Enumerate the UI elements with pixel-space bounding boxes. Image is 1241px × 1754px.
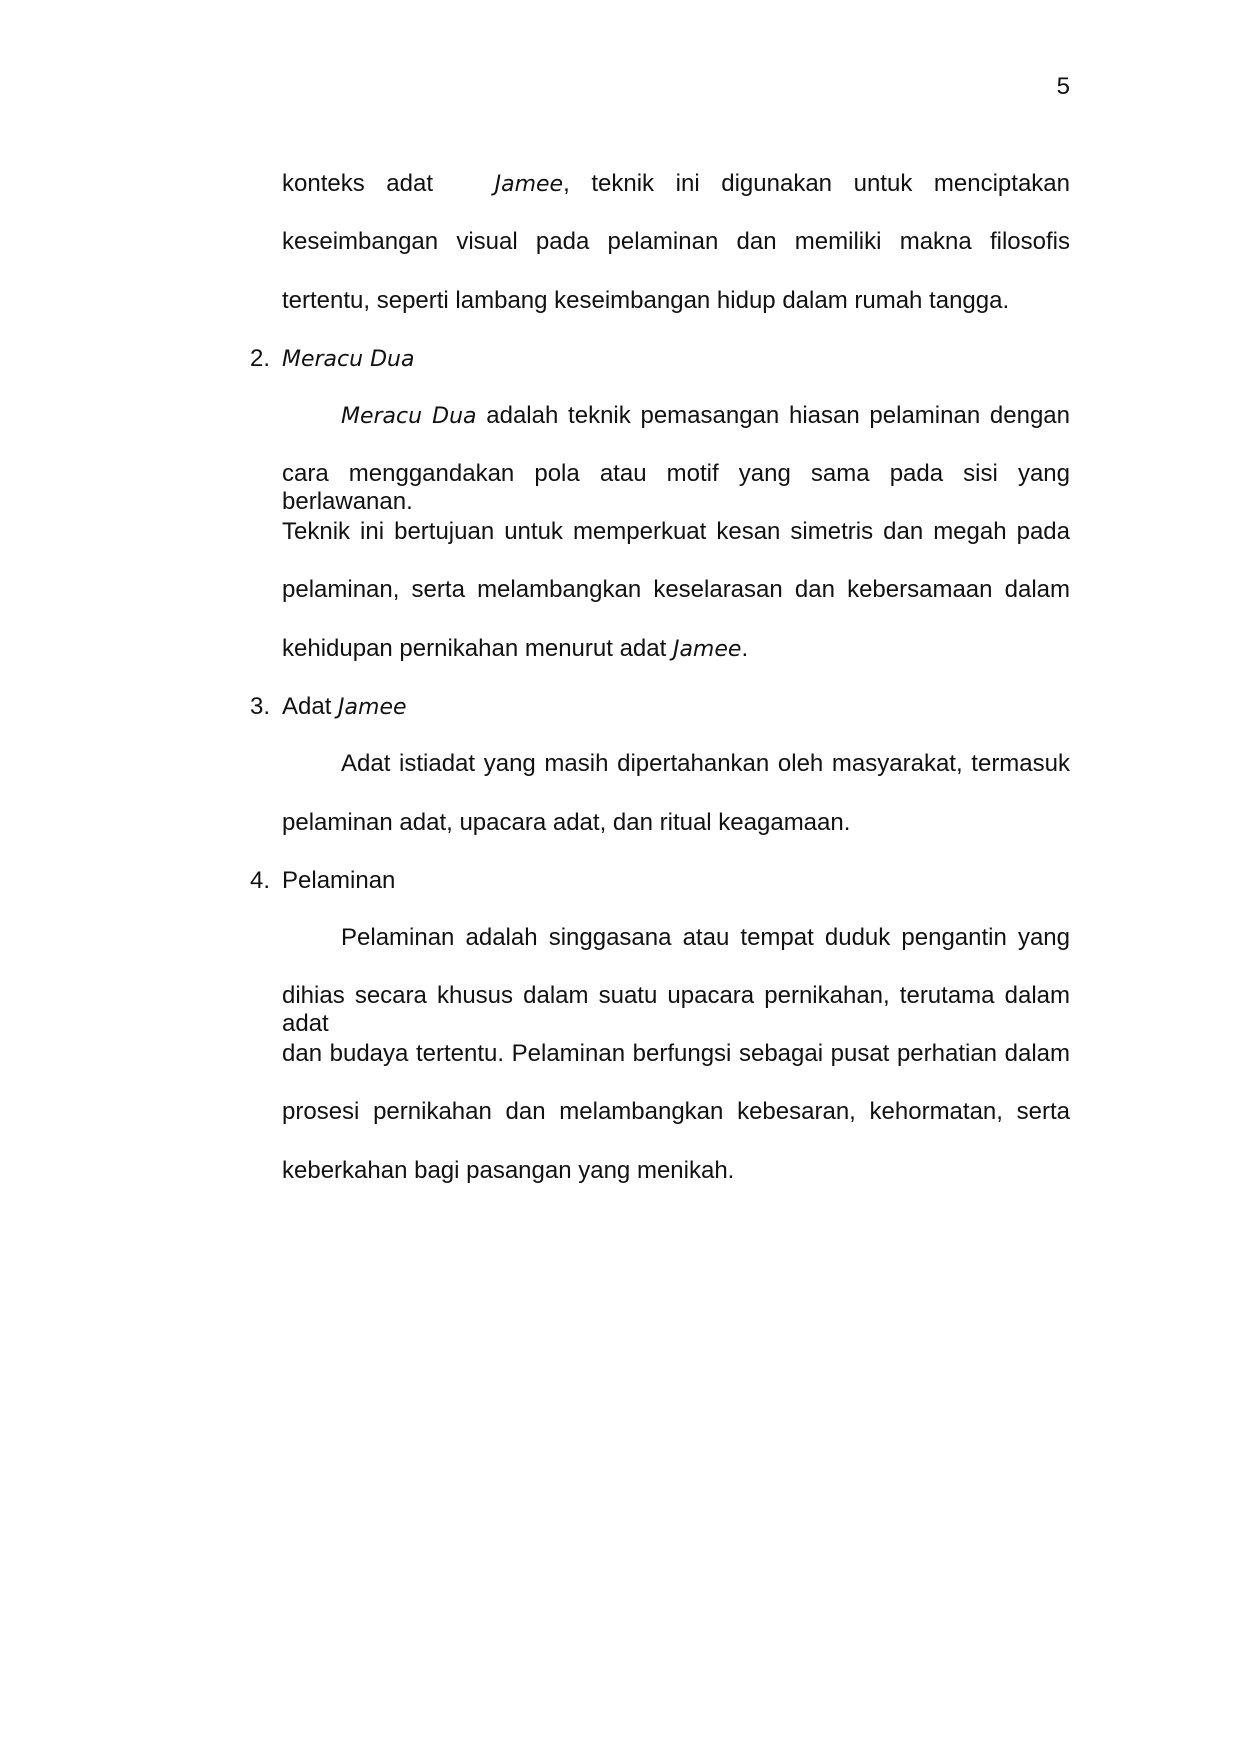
document-body <box>250 170 1070 1214</box>
text-run: kehidupan pernikahan menurut adat <box>282 635 673 662</box>
page-number: 5 <box>1056 73 1070 100</box>
paragraph-line: dihias secara khusus dalam suatu upacara pernikahan, terutama dalam adat <box>282 982 1070 1037</box>
text-run: , teknik ini digunakan untuk menciptakan <box>563 170 1070 197</box>
list-number: 2. <box>250 345 271 372</box>
term-jamee: Jamee <box>672 637 742 662</box>
paragraph-line: Pelaminan adalah singgasana atau tempat duduk pengantin yang <box>341 924 1070 951</box>
term-jamee: Jamee <box>494 172 564 197</box>
list-title-term: Jamee <box>338 695 407 720</box>
text-run: adalah teknik pemasangan hiasan pelaminan dengan <box>476 402 1070 429</box>
paragraph-line <box>282 402 1070 432</box>
text-run: konteks adat <box>282 170 434 197</box>
paragraph-line: Adat istiadat yang masih dipertahankan oleh masyarakat, termasuk <box>341 750 1070 777</box>
paragraph-line: dan budaya tertentu. Pelaminan berfungsi sebagai pusat perhatian dalam <box>282 1040 1070 1067</box>
text-run: . <box>741 635 749 662</box>
paragraph-line <box>282 170 1070 200</box>
paragraph-line: prosesi pernikahan dan melambangkan kebesaran, kehormatan, serta <box>282 1098 1070 1125</box>
list-item-heading <box>250 692 1070 750</box>
list-title: Meracu Dua <box>282 347 415 372</box>
paragraph-line: pelaminan, serta melambangkan keselarasan dan kebersamaan dalam <box>282 576 1070 603</box>
list-title: Adat <box>282 693 339 720</box>
paragraph-line <box>282 634 1070 692</box>
paragraph-line: keseimbangan visual pada pelaminan dan memiliki makna filosofis <box>282 228 1070 255</box>
list-item-heading <box>250 344 1070 402</box>
paragraph-line: tertentu, seperti lambang keseimbangan hidup dalam rumah tangga. <box>282 287 1010 314</box>
list-number: 4. <box>250 867 271 894</box>
list-title: Pelaminan <box>282 867 396 894</box>
paragraph-line: cara menggandakan pola atau motif yang sama pada sisi yang berlawanan. <box>282 460 1070 515</box>
list-item-heading <box>250 866 1070 924</box>
paragraph-line: Teknik ini bertujuan untuk memperkuat kesan simetris dan megah pada <box>282 518 1070 545</box>
term-meracu-dua: Meracu Dua <box>341 404 477 429</box>
paragraph-line: keberkahan bagi pasangan yang menikah. <box>282 1157 735 1184</box>
paragraph-line: pelaminan adat, upacara adat, dan ritual keagamaan. <box>282 809 851 836</box>
list-number: 3. <box>250 693 271 720</box>
